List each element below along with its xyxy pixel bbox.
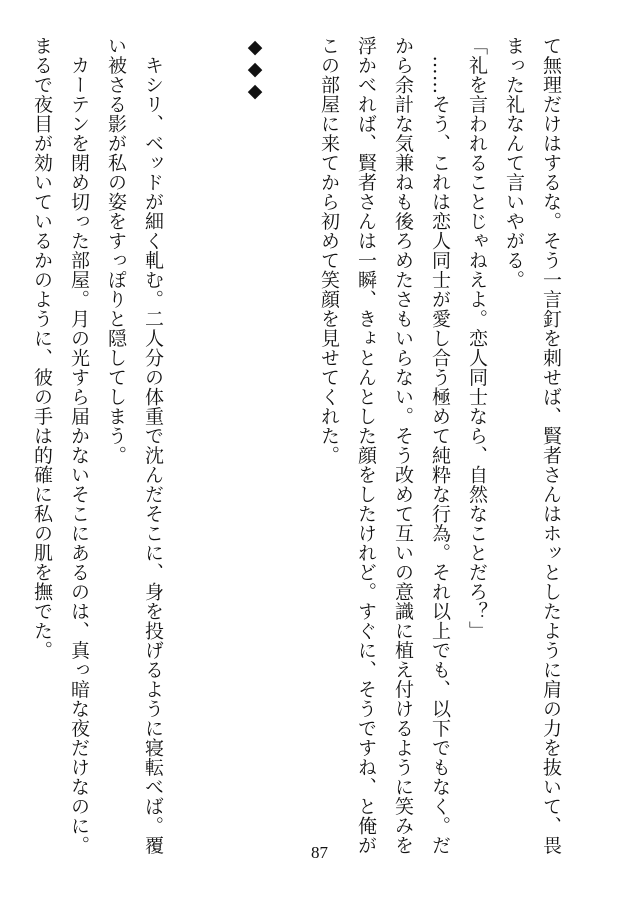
- text-line: カーテンを閉め切った部屋。月の光すら届かないそこにあるのは、真っ暗な夜だけなのに。: [68, 36, 90, 855]
- blank-line: [273, 36, 310, 836]
- text-line: 「礼を言われることじゃねえよ。恋人同士なら、自然なことだろ？」: [466, 36, 488, 641]
- text-line: 浮かべれば、賢者さんは一瞬、きょとんとした顔をしたけれど。すぐに、そうですね、と俺が: [355, 36, 377, 855]
- blank-line: [171, 36, 208, 836]
- text-line: て無理だけはするな。そう一言釘を刺せば、賢者さんはホッとしたように肩の力を抜いて、畏: [540, 36, 562, 855]
- text-line: から余計な気兼ねも後ろめたさもいらない。そう改めて互いの意識に植え付けるように笑みを: [392, 36, 414, 855]
- page-number: 87: [311, 843, 328, 862]
- text-line: い被さる影が私の姿をすっぽりと隠してしまう。: [105, 36, 127, 465]
- text-line: まるで夜目が効いているかのように、彼の手は的確に私の肌を撫でた。: [31, 36, 53, 660]
- text-line: ……そう、これは恋人同士が愛し合う極めて純粋な行為。それ以上でも、以下でもなく。だ: [429, 36, 451, 855]
- text-line: キシリ、ベッドが細く軋む。二人分の体重で沈んだそこに、身を投げるように寝転べば。覆: [142, 36, 164, 855]
- text-line: まった礼なんて言いやがる。: [503, 36, 525, 290]
- text-line: この部屋に来てから初めて笑顔を見せてくれた。: [318, 36, 340, 465]
- scene-break-separator: ◆◆◆: [244, 36, 266, 102]
